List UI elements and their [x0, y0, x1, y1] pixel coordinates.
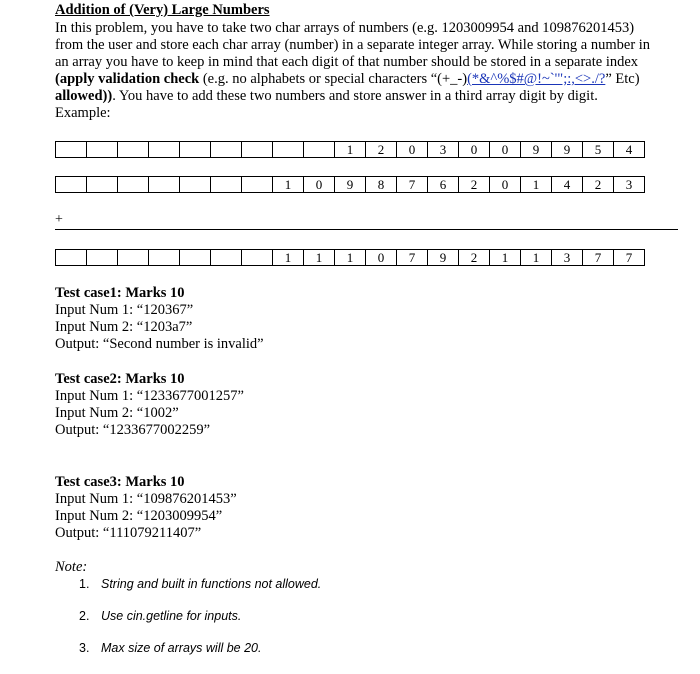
array-cell: 3: [613, 176, 645, 193]
array-cell: [303, 141, 335, 158]
array-cell: 1: [334, 141, 366, 158]
array-cell: 1: [520, 176, 552, 193]
array-cell: [241, 141, 273, 158]
array-cell: 4: [613, 141, 645, 158]
array-cell: 5: [582, 141, 614, 158]
test-case-heading: Test case2: Marks 10: [55, 371, 185, 387]
array-cell: [86, 141, 118, 158]
note-item-2: [79, 609, 241, 623]
test-case-3: [55, 474, 237, 542]
array-cell: 4: [551, 176, 583, 193]
intro-line-3: an array you have to keep in mind that each digit of that number should be stored in a separate index: [55, 54, 639, 70]
array-cell: 1: [334, 249, 366, 266]
array-cell: [55, 249, 87, 266]
note-number: 2.: [79, 609, 90, 623]
intro-line-2: from the user and store each char array (number) in a separate integer array. While storing a number in: [55, 37, 651, 53]
array-cell: [210, 141, 242, 158]
array-3-row: [55, 249, 644, 266]
example-label: Example:: [55, 105, 111, 121]
array-cell: 8: [365, 176, 397, 193]
array-cell: 7: [613, 249, 645, 266]
array-cell: [272, 141, 304, 158]
array-cell: 1: [489, 249, 521, 266]
test-case-input-2: Input Num 2: “1203009954”: [55, 508, 223, 524]
special-characters: (*&^%$#@!~`'";:,<>./?: [467, 71, 606, 87]
array-cell: 1: [272, 176, 304, 193]
array-cell: [55, 141, 87, 158]
array-cell: 7: [396, 176, 428, 193]
array-cell: [148, 176, 180, 193]
validation-mid: (e.g. no alphabets or special characters “(+_-): [199, 71, 468, 87]
test-case-input-1: Input Num 1: “120367”: [55, 302, 194, 318]
array-cell: 1: [303, 249, 335, 266]
array-cell: [148, 141, 180, 158]
array-cell: [117, 176, 149, 193]
array-2-row: [55, 176, 644, 193]
document-title: Addition of (Very) Large Numbers: [55, 2, 270, 18]
note-text: Max size of arrays will be 20.: [101, 641, 262, 655]
array-1-row: [55, 141, 644, 158]
array-cell: 3: [427, 141, 459, 158]
plus-sign: +: [55, 212, 63, 227]
array-cell: [179, 176, 211, 193]
array-cell: 9: [427, 249, 459, 266]
note-text: Use cin.getline for inputs.: [101, 609, 242, 623]
array-cell: 2: [458, 176, 490, 193]
note-item-3: [79, 641, 261, 655]
array-cell: 0: [458, 141, 490, 158]
array-cell: 9: [334, 176, 366, 193]
array-cell: [148, 249, 180, 266]
array-cell: 0: [365, 249, 397, 266]
problem-description: [55, 20, 680, 105]
array-cell: [210, 176, 242, 193]
array-cell: 0: [489, 141, 521, 158]
array-cell: 1: [272, 249, 304, 266]
test-case-output: Output: “111079211407”: [55, 525, 202, 541]
allowed-line: [55, 88, 680, 105]
test-case-1: [55, 285, 264, 353]
array-cell: [55, 176, 87, 193]
array-cell: 0: [396, 141, 428, 158]
validation-end: ” Etc): [605, 71, 640, 87]
allowed-rest: . You have to add these two numbers and store answer in a third array digit by digit.: [112, 88, 598, 104]
array-cell: 0: [489, 176, 521, 193]
note-number: 1.: [79, 577, 90, 591]
test-case-input-2: Input Num 2: “1002”: [55, 405, 179, 421]
array-cell: [179, 141, 211, 158]
test-case-input-1: Input Num 1: “109876201453”: [55, 491, 237, 507]
array-cell: 9: [520, 141, 552, 158]
array-cell: 2: [582, 176, 614, 193]
array-cell: 6: [427, 176, 459, 193]
array-cell: 3: [551, 249, 583, 266]
array-cell: 2: [458, 249, 490, 266]
test-case-output: Output: “1233677002259”: [55, 422, 211, 438]
note-item-1: [79, 577, 321, 591]
array-cell: [179, 249, 211, 266]
test-case-input-2: Input Num 2: “1203a7”: [55, 319, 193, 335]
array-cell: [117, 249, 149, 266]
array-cell: [241, 176, 273, 193]
array-cell: 7: [396, 249, 428, 266]
array-cell: 1: [520, 249, 552, 266]
validation-line: [55, 71, 680, 88]
sum-divider-line: [55, 229, 678, 230]
array-cell: [86, 249, 118, 266]
array-cell: [210, 249, 242, 266]
allowed-bold: allowed)): [55, 88, 113, 104]
note-title: Note:: [55, 559, 88, 575]
intro-line-1: In this problem, you have to take two char arrays of numbers (e.g. 1203009954 and 109876201453): [55, 20, 635, 36]
array-cell: 9: [551, 141, 583, 158]
array-cell: [86, 176, 118, 193]
array-cell: 0: [303, 176, 335, 193]
array-cell: [241, 249, 273, 266]
array-cell: [117, 141, 149, 158]
test-case-heading: Test case1: Marks 10: [55, 285, 185, 301]
array-cell: 2: [365, 141, 397, 158]
validation-bold: (apply validation check: [55, 71, 200, 87]
array-cell: 7: [582, 249, 614, 266]
test-case-heading: Test case3: Marks 10: [55, 474, 185, 490]
test-case-input-1: Input Num 1: “1233677001257”: [55, 388, 244, 404]
test-case-output: Output: “Second number is invalid”: [55, 336, 264, 352]
note-number: 3.: [79, 641, 90, 655]
note-text: String and built in functions not allowed.: [101, 577, 322, 591]
test-case-2: [55, 371, 244, 439]
